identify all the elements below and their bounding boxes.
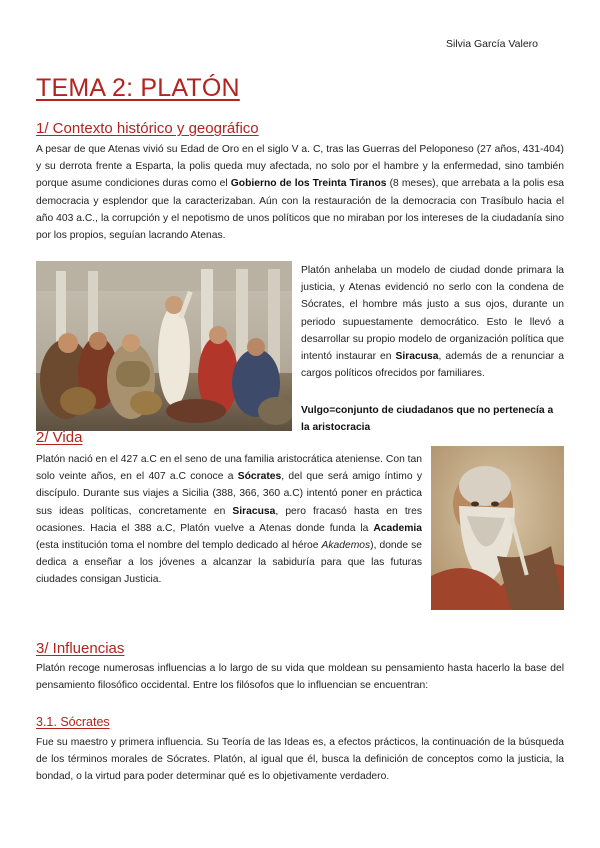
text-run: ), donde se dedica a enseñar a los jóvenes a alcanzar la sabiduría para que las futuras ciudades consigan Justicia. <box>36 540 422 586</box>
portrait-plato-icon <box>431 446 564 610</box>
bold-term-siracusa: Siracusa <box>395 351 439 363</box>
bold-term-academia: Academia <box>373 522 422 534</box>
text-run: , además de a renunciar a cargos políticos ofrecidos por familiares. <box>301 351 564 380</box>
note-vulgo: Vulgo=conjunto de ciudadanos que no pertenecía a la aristocracia <box>301 405 554 434</box>
text-run: A pesar de que Atenas vivió su Edad de Oro en el siglo V a. C, tras las Guerras del Peloponeso (27 años, 431-404) y su derrota frente a Esparta, la polis queda muy afectada, no solo por el hambre y la enfermedad, sino también porque asume condiciones duras como el <box>36 144 564 190</box>
page-title: TEMA 2: PLATÓN <box>36 74 240 102</box>
text-run: (8 meses), que arrebata a la polis esa democracia y esplendor que la caracterizaban. Aún con la restauración de la democracia con Trasíbulo hacia el año 403 a.C., la corrupción y el nepotismo de unos políticos que no miraban por los intereses de la ciudadanía sino por los propios, seguían lacrando Atenas. <box>36 178 564 242</box>
author-name: Silvia García Valero <box>445 38 538 50</box>
bold-term-treinta-tiranos: Gobierno de los Treinta Tiranos <box>230 178 387 190</box>
text-run: Platón anhelaba un modelo de ciudad donde primara la justicia, y Atenas evidenció no serlo con la condena de Sócrates, el hombre más justo a sus ojos, durante un periodo supuestamente democrático. Esto le llevó a desarrollar su propio modelo de organización política que intentó instaurar en <box>301 265 564 363</box>
painting-scene-icon <box>36 261 292 431</box>
paragraph-vida <box>36 451 422 589</box>
painting-image <box>36 261 292 431</box>
italic-term-akademos: Akademos <box>321 540 371 552</box>
section-heading-influencias: 3/ Influencias <box>36 640 125 657</box>
section-heading-vida: 2/ Vida <box>36 429 83 446</box>
text-run: Platón nació en el 427 a.C en el seno de una familia aristocrática ateniense. Con tan solo veinte años, en el 407 a.C conoce a <box>36 454 422 483</box>
paragraph-context <box>36 141 564 244</box>
section-heading-context: 1/ Contexto histórico y geográfico <box>36 120 259 137</box>
bold-term-siracusa: Siracusa <box>232 505 276 517</box>
text-run: , pero fracasó hasta en tres ocasiones. Hacia el 388 a.C, Platón vuelve a Atenas donde funda la <box>36 505 422 534</box>
paragraph-plato-city-model <box>301 262 564 382</box>
text-run: , del que será amigo íntimo y discípulo. Durante sus viajes a Sicilia (388, 366, 360 a.C) intentó poner en práctica sus ideas políticas, concretamente en <box>36 471 423 517</box>
bold-term-socrates: Sócrates <box>237 471 282 483</box>
subsection-heading-socrates: 3.1. Sócrates <box>36 715 110 729</box>
text-run: (esta institución toma el nombre del templo dedicado al héroe <box>36 540 322 552</box>
paragraph-socrates: Fue su maestro y primera influencia. Su Teoría de las Ideas es, a efectos prácticos, la continuación de la búsqueda de los términos morales de Sócrates. Platón, al igual que él, busca la definición de conceptos como la justicia, la bondad, o la virtud para poder determinar qué es lo objetivamente verdadero. <box>36 737 564 783</box>
paragraph-influencias: Platón recoge numerosas influencias a lo largo de su vida que moldean su pensamiento hasta hacerlo la base del pensamiento filosófico occidental. Entre los filósofos que lo influencian se encuentran: <box>36 663 564 692</box>
portrait-image <box>431 446 564 610</box>
